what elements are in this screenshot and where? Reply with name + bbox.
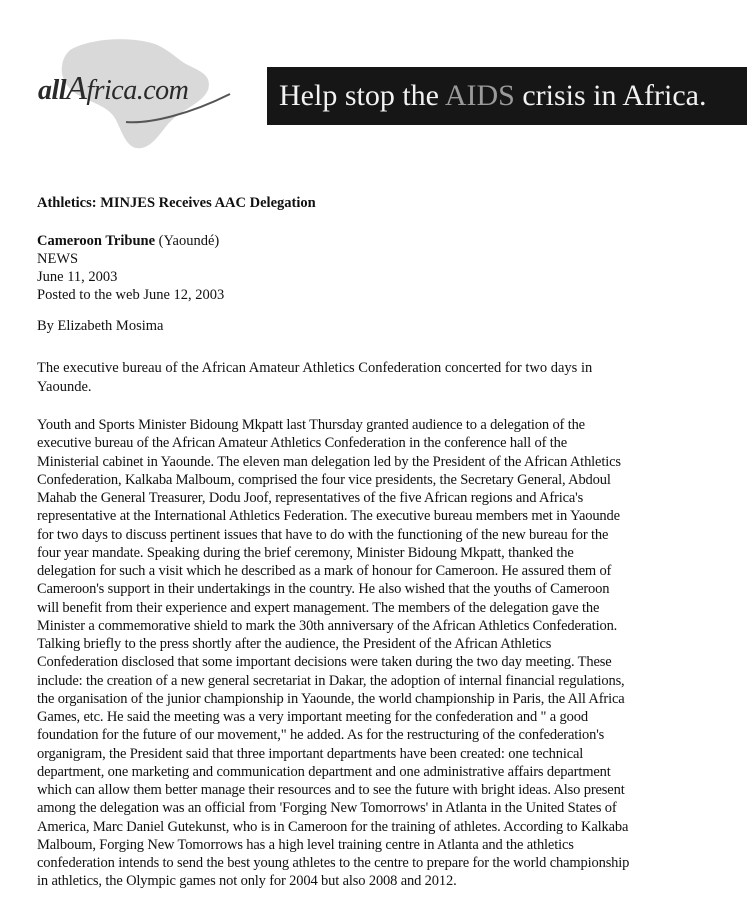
body-line: Cameroon's support in their undertakings in the country. He also wished that the youths of Cameroon [37,581,610,598]
lead-line: Yaounde. [37,378,92,395]
body-line: which can allow them better manage their resources and to see the future with bright ideas. Also present [37,782,625,798]
body-line: executive bureau of the African Amateur Athletics Confederation in the conference hall of the [37,435,567,452]
article-source [37,232,224,250]
body-line: four year mandate. Speaking during the brief ceremony, Minister Bidoung Mkpatt, thanked the [37,544,574,561]
banner-text-end: crisis in Africa. [514,79,707,112]
article-date: June 11, 2003 [37,269,118,285]
body-line: among the delegation was an official from 'Forging New Tomorrows' in Atlanta in the United States of [37,800,617,817]
body-line: department, one marketing and communication department and one administrative affairs department [37,763,611,780]
body-line: Malboum, Forging New Tomorrows has a high level training centre in Atlanta and the athletics [37,836,574,853]
body-line: Confederation disclosed that some important decisions were taken during the two day meeting. These [37,654,612,671]
body-line: Ministerial cabinet in Yaounde. The eleven man delegation led by the President of the African Athletics [37,453,621,470]
body-line: America, Marc Daniel Gutekunst, who is in Cameroon for the training of athletes. According to Kalkaba [37,818,629,835]
body-line: delegation for such a visit which he described as a mark of honour for Cameroon. He assured them of [37,563,612,579]
body-line: confederation intends to send the best young athletes to the centre to prepare for the world championship [37,855,630,871]
article-meta [37,232,224,304]
logo-wordmark: allAfrica.com [38,70,189,107]
body-line: the organisation of the junior championship in Yaounde, the world championship in Paris, the All Africa [37,690,625,707]
source-name: Cameroon Tribune [37,233,156,249]
banner-highlight: AIDS [444,79,515,112]
body-line: Talking briefly to the press shortly after the audience, the President of the African Athletics [37,636,552,652]
aids-banner-ad[interactable] [267,67,747,125]
article-lead [37,359,697,396]
banner-text-start: Help stop the [279,79,445,112]
body-line: Games, etc. He said the meeting was a very important meeting for the confederation and " a good [37,709,588,725]
body-line: for two days to discuss pertinent issues that have to do with the functioning of the new bureau for the [37,526,609,543]
body-line: representative at the International Athletics Federation. The executive bureau members met in Yaounde [37,508,620,525]
source-location: (Yaoundé) [155,233,220,249]
allafrica-logo[interactable] [30,32,245,152]
article-body [37,416,742,891]
lead-line: The executive bureau of the African Amateur Athletics Confederation concerted for two days in [37,360,593,376]
article-byline: By Elizabeth Mosima [37,318,164,334]
article-section: NEWS [37,251,79,267]
article-headline: Athletics: MINJES Receives AAC Delegation [37,195,316,211]
body-line: Minister a commemorative shield to mark the 30th anniversary of the African Athletics Confederation. [37,617,618,634]
body-line: include: the creation of a new general secretariat in Dakar, the adoption of internal financial regulations, [37,672,625,689]
body-line: will benefit from their experience and expert management. The members of the delegation gave the [37,599,600,616]
body-line: in athletics, the Olympic games not only for 2004 but also 2008 and 2012. [37,873,457,890]
body-line: Confederation, Kalkaba Malboum, comprised the four vice presidents, the Secretary General, Abdoul [37,471,611,488]
body-line: Youth and Sports Minister Bidoung Mkpatt last Thursday granted audience to a delegation of the [37,417,585,433]
article-posted-date: Posted to the web June 12, 2003 [37,287,225,303]
body-line: organigram, the President said that three important departments have been created: one technical [37,745,584,762]
body-line: Mahab the General Treasurer, Dodu Joof, representatives of the five African regions and Africa's [37,490,584,506]
body-line: foundation for the future of our movement," he added. As for the restructuring of the confederation's [37,727,605,744]
